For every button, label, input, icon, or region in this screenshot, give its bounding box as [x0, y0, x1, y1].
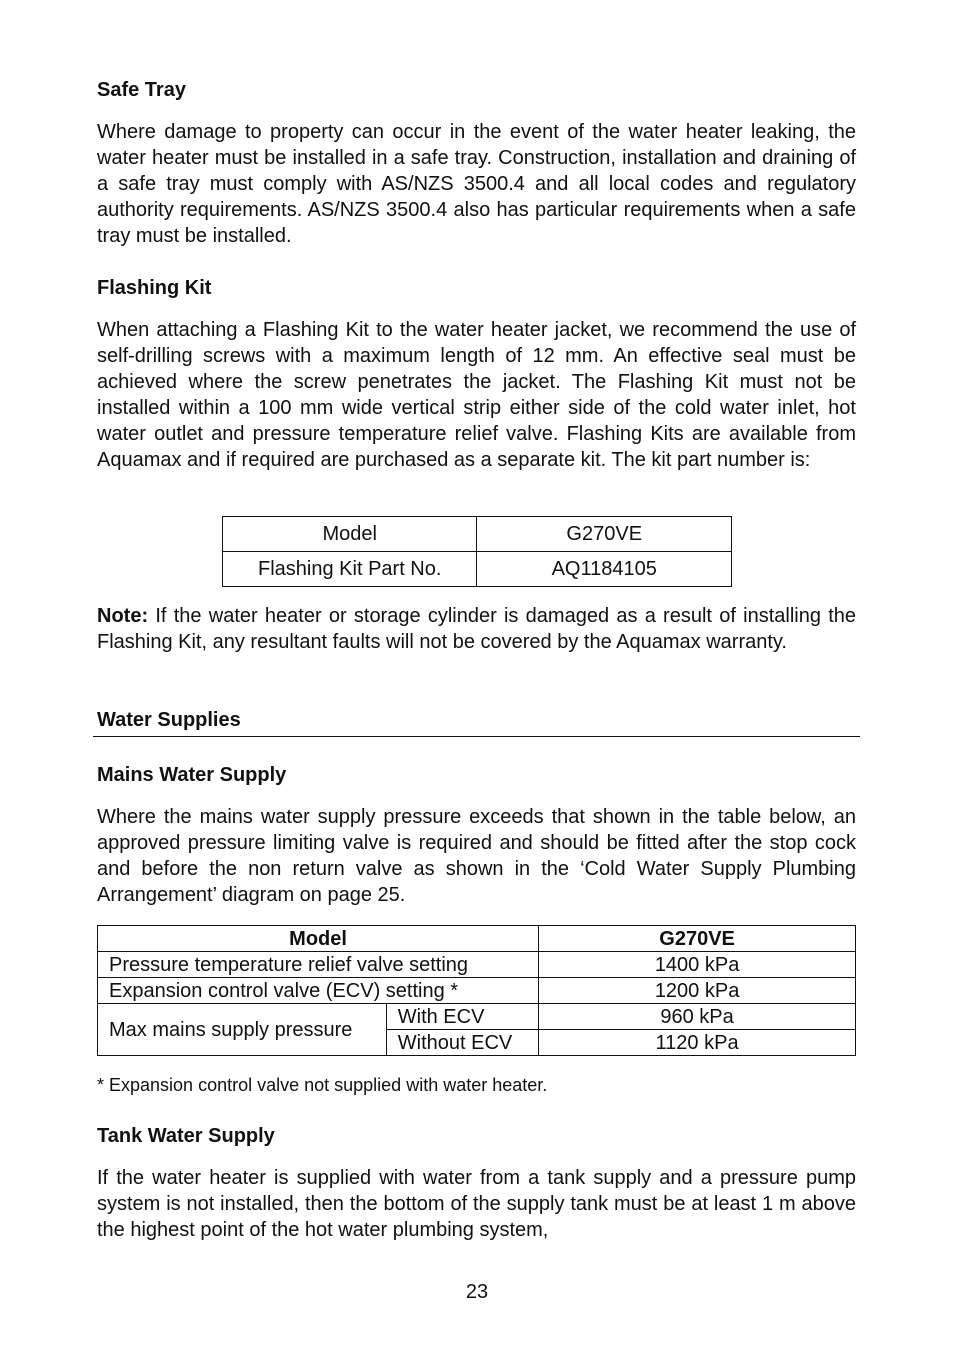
mains-pressure-table: [97, 925, 856, 1056]
water-supplies-section: [97, 707, 856, 733]
footnote-text: * Expansion control valve not supplied with water heater.: [97, 1075, 548, 1095]
flashing-kit-table: [222, 516, 732, 587]
water-supplies-heading: Water Supplies: [97, 709, 241, 731]
table-cell: 1200 kPa: [539, 978, 856, 1004]
table-row: [98, 978, 856, 1004]
table-row: [223, 517, 732, 552]
table-cell: Without ECV: [386, 1030, 538, 1056]
safe-tray-body: Where damage to property can occur in the event of the water heater leaking, the water heater must be installed in a safe tray. Construction, installation and draining of a safe tray must comply with AS/NZS 3500.4 and all local codes and regulatory authority requirements. AS/NZS 3500.4 also has particular requirements when a safe tray must be installed.: [97, 121, 856, 247]
table-cell: 1120 kPa: [539, 1030, 856, 1056]
table-row: [223, 552, 732, 587]
tank-water-section: [97, 1123, 856, 1243]
flashing-kit-body: When attaching a Flashing Kit to the water heater jacket, we recommend the use of self-drilling screws with a maximum length of 12 mm. An effective seal must be achieved where the screw penetrates the jacket. The Flashing Kit must not be installed within a 100 mm wide vertical strip either side of the cold water inlet, hot water outlet and pressure temperature relief valve. Flashing Kits are available from Aquamax and if required are purchased as a separate kit. The kit part number is:: [97, 319, 856, 471]
table-row: [98, 952, 856, 978]
table-cell: Flashing Kit Part No.: [223, 552, 477, 587]
table-row: [98, 926, 856, 952]
safe-tray-heading: Safe Tray: [97, 79, 186, 101]
table-header-cell: G270VE: [539, 926, 856, 952]
note-text: If the water heater or storage cylinder is damaged as a result of installing the Flashing Kit, any resultant faults will not be covered by the Aquamax warranty.: [97, 605, 856, 653]
tank-water-body: If the water heater is supplied with water from a tank supply and a pressure pump system is not installed, then the bottom of the supply tank must be at least 1 m above the highest point of the hot water plumbing system,: [97, 1167, 856, 1241]
mains-water-section: [97, 762, 856, 908]
tank-water-heading: Tank Water Supply: [97, 1125, 275, 1147]
safe-tray-section: [97, 77, 856, 249]
note-paragraph: [97, 603, 856, 655]
mains-water-heading: Mains Water Supply: [97, 764, 287, 786]
flashing-kit-heading: Flashing Kit: [97, 277, 212, 299]
table-row: [98, 1004, 856, 1030]
table-cell: Expansion control valve (ECV) setting *: [98, 978, 539, 1004]
note-label: Note:: [97, 605, 149, 627]
table-cell: AQ1184105: [477, 552, 732, 587]
flashing-kit-section: [97, 275, 856, 473]
table-cell: With ECV: [386, 1004, 538, 1030]
table-cell: Max mains supply pressure: [98, 1004, 387, 1056]
table-cell: Pressure temperature relief valve setting: [98, 952, 539, 978]
table-cell: G270VE: [477, 517, 732, 552]
footnote: [97, 1072, 856, 1098]
mains-water-body: Where the mains water supply pressure exceeds that shown in the table below, an approved pressure limiting valve is required and should be fitted after the stop cock and before the non return valve as shown in the ‘Cold Water Supply Plumbing Arrangement’ diagram on page 25.: [97, 806, 856, 906]
page-number: 23: [465, 1281, 489, 1303]
section-divider: [93, 736, 860, 737]
table-cell: 1400 kPa: [539, 952, 856, 978]
table-cell: 960 kPa: [539, 1004, 856, 1030]
table-cell: Model: [223, 517, 477, 552]
table-header-cell: Model: [98, 926, 539, 952]
